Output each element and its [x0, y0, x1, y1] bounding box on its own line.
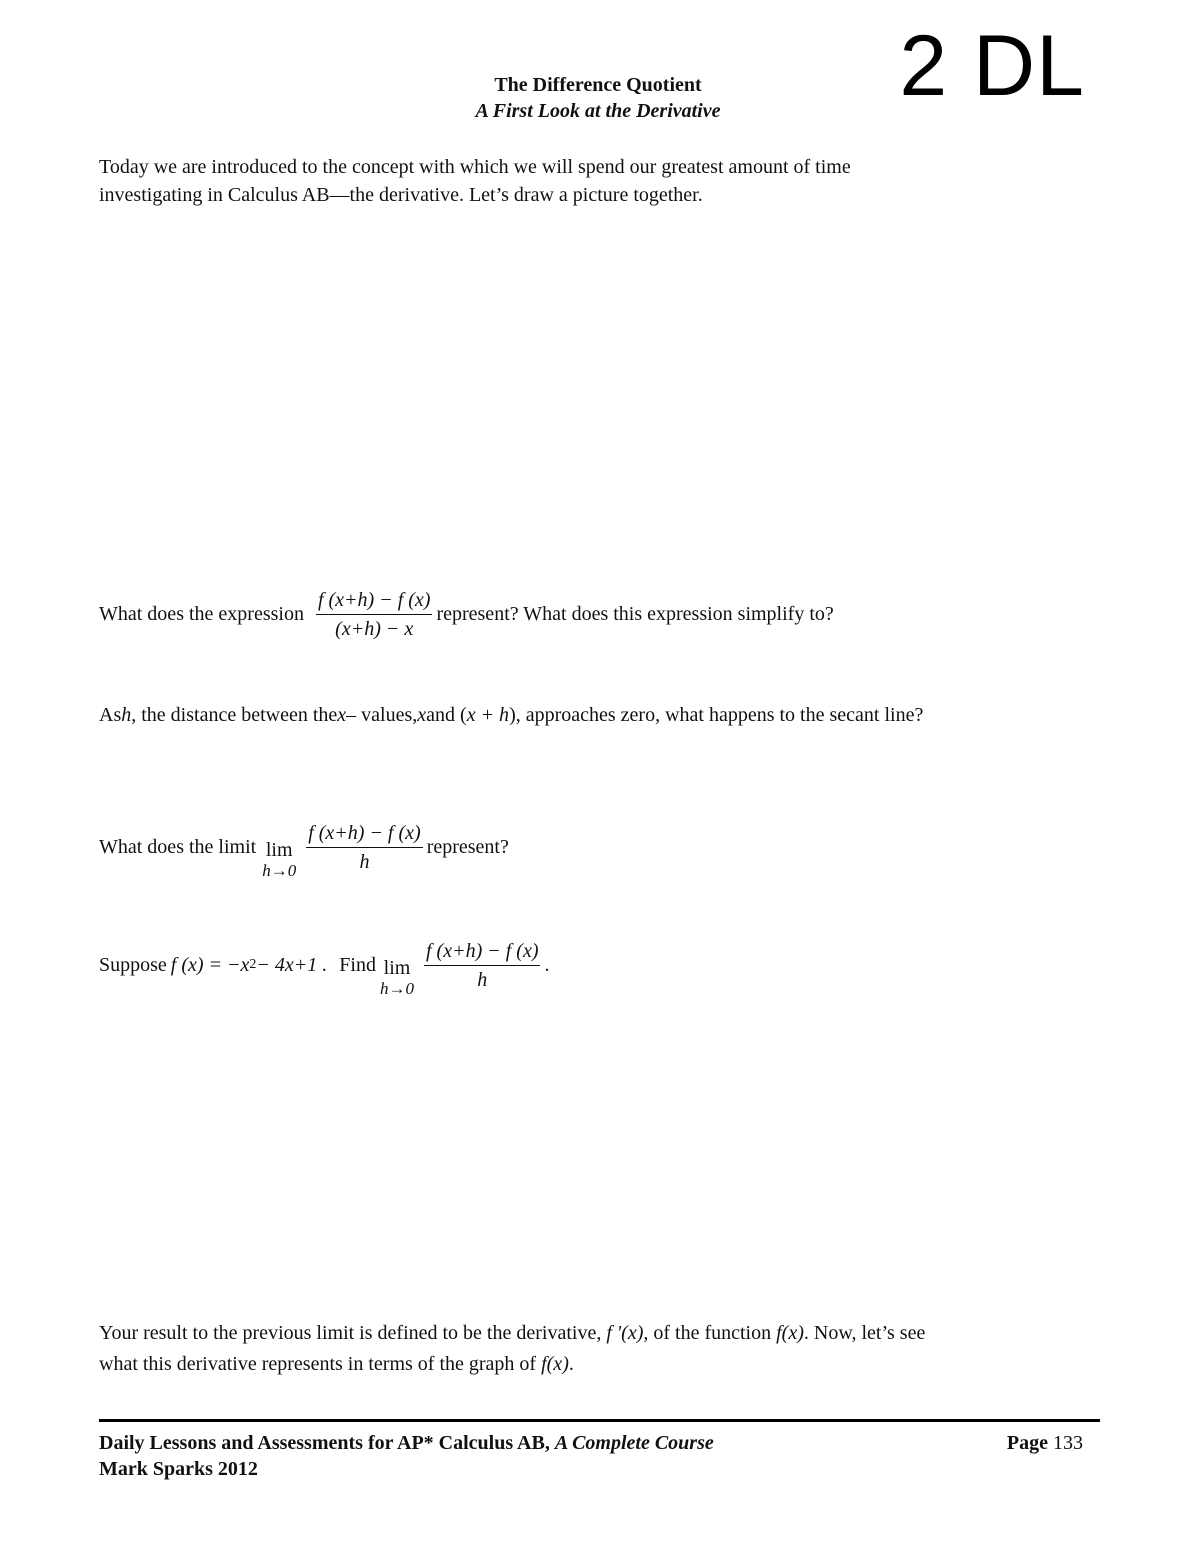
- question-4: [99, 932, 549, 998]
- page-number: [1007, 1430, 1083, 1456]
- limit-operator: [262, 840, 296, 880]
- lim-label: lim: [265, 839, 293, 861]
- conclusion-line-1: [99, 1318, 1099, 1349]
- question-1: [99, 588, 834, 641]
- derivative-notation: f '(x): [606, 1322, 644, 1344]
- conclusion-text: , of the function: [643, 1322, 777, 1344]
- q4-function-rest: − 4x+1 .: [256, 953, 328, 976]
- footer-divider: [99, 1419, 1100, 1422]
- footer-book-italic: A Complete Course: [554, 1432, 714, 1454]
- intro-paragraph: [99, 153, 1099, 209]
- q3-text-before: What does the limit: [99, 835, 257, 858]
- limit-fraction: [424, 939, 541, 992]
- q2-var-h: h: [121, 704, 132, 726]
- limit-operator: [380, 958, 414, 998]
- conclusion-text: . Now, let’s see: [803, 1322, 926, 1344]
- lesson-stamp: 2 DL: [899, 18, 1085, 114]
- intro-line-1: Today we are introduced to the concept with which we will spend our greatest amount of time: [99, 156, 851, 178]
- lim-label: lim: [383, 957, 411, 979]
- function-notation: f(x): [776, 1322, 804, 1344]
- q1-text-after: represent? What does this expression simplify to?: [436, 603, 834, 625]
- limit-fraction: [306, 821, 423, 874]
- q2-text: ), approaches zero, what happens to the secant line?: [509, 704, 924, 726]
- conclusion-text: Your result to the previous limit is defined to be the derivative,: [99, 1322, 607, 1344]
- q4-period: .: [544, 953, 550, 976]
- q4-find: Find: [339, 953, 376, 976]
- q1-text-before: What does the expression: [99, 603, 304, 625]
- q4-text-before: Suppose: [99, 953, 167, 976]
- intro-line-2: investigating in Calculus AB—the derivative. Let’s draw a picture together.: [99, 184, 703, 206]
- fraction-numerator: f (x+h) − f (x): [306, 821, 423, 848]
- conclusion-paragraph: [99, 1318, 1099, 1380]
- function-notation: f(x): [541, 1353, 569, 1375]
- q2-text: – values,: [346, 704, 418, 726]
- question-2: [99, 704, 923, 727]
- conclusion-text: .: [568, 1353, 574, 1375]
- question-3: [99, 814, 509, 880]
- q4-exponent: 2: [249, 957, 257, 972]
- q2-var-x: x: [337, 704, 347, 726]
- footer-book-title: [99, 1430, 1083, 1456]
- page-number-value: 133: [1053, 1432, 1083, 1454]
- lim-subscript: h→0: [262, 861, 297, 880]
- conclusion-line-2: [99, 1349, 1099, 1380]
- conclusion-text: what this derivative represents in terms of the graph of: [99, 1353, 542, 1375]
- lim-subscript: h→0: [379, 979, 414, 998]
- fraction-numerator: f (x+h) − f (x): [424, 939, 541, 966]
- q2-text: and (: [426, 704, 467, 726]
- q4-function: f (x) = −x: [170, 953, 250, 976]
- fraction-denominator: (x+h) − x: [335, 618, 414, 640]
- q2-var-x: x: [417, 704, 427, 726]
- difference-quotient-fraction: [316, 588, 433, 641]
- footer: [99, 1430, 1083, 1482]
- fraction-denominator: h: [359, 850, 370, 873]
- q2-text: As: [99, 704, 122, 726]
- footer-author: Mark Sparks 2012: [99, 1458, 258, 1480]
- q2-text: , the distance between the: [131, 704, 338, 726]
- fraction-denominator: h: [477, 968, 488, 991]
- q2-var-xh: x + h: [466, 704, 510, 726]
- footer-book-prefix: Daily Lessons and Assessments for AP* Calculus AB,: [99, 1432, 555, 1454]
- q3-text-after: represent?: [426, 835, 509, 858]
- page-title: The Difference Quotient: [494, 74, 702, 96]
- page-label: Page: [1006, 1432, 1053, 1454]
- page-subtitle: A First Look at the Derivative: [475, 100, 721, 122]
- fraction-numerator: f (x+h) − f (x): [316, 588, 433, 615]
